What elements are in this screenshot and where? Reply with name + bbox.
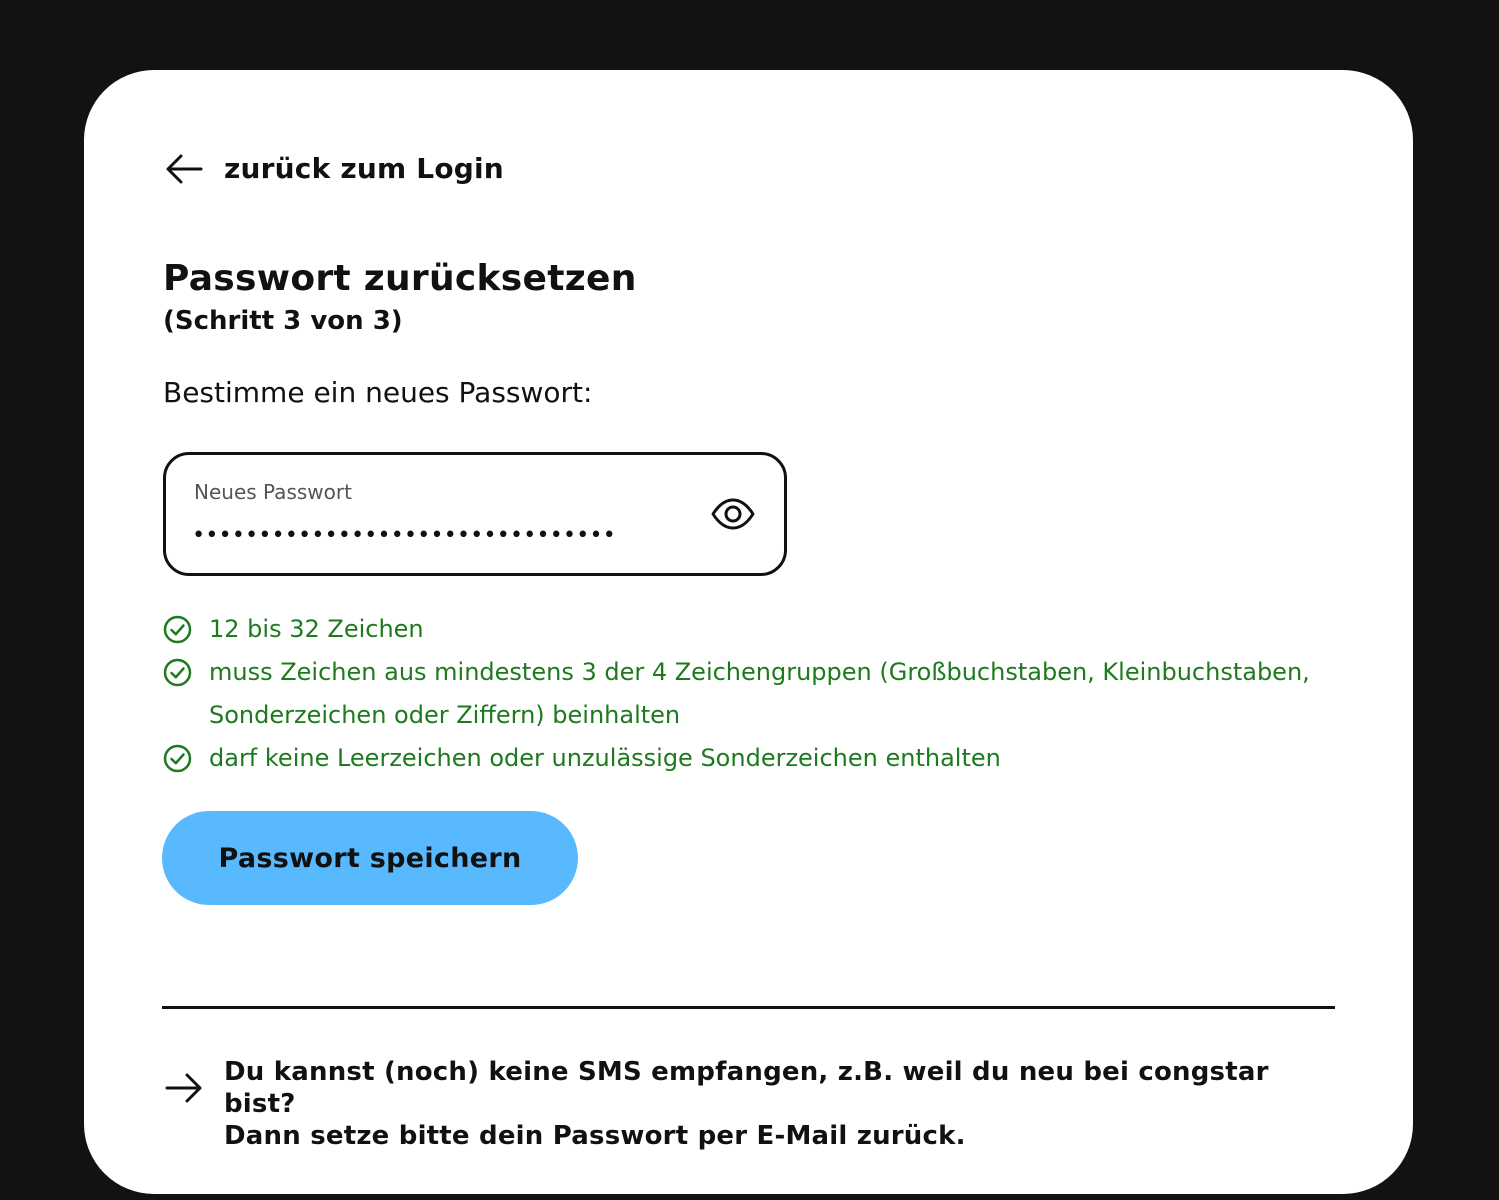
reset-by-email-text [224, 1056, 1344, 1152]
new-password-field [163, 452, 787, 576]
arrow-right-icon [164, 1072, 204, 1104]
reset-by-email-line1: Du kannst (noch) keine SMS empfangen, z.B. weil du neu bei congstar bist? [224, 1057, 1269, 1119]
back-to-login-link[interactable] [164, 152, 504, 185]
reset-by-email-link[interactable] [164, 1056, 1344, 1152]
page-title: Passwort zurücksetzen [163, 258, 637, 299]
step-indicator: (Schritt 3 von 3) [163, 306, 403, 336]
rule-item [163, 651, 1343, 737]
new-password-input[interactable] [192, 517, 662, 553]
password-rules-list [163, 608, 1343, 780]
password-prompt: Bestimme ein neues Passwort: [163, 376, 593, 409]
arrow-left-icon [164, 153, 204, 185]
rule-text: muss Zeichen aus mindestens 3 der 4 Zeichengruppen (Großbuchstaben, Kleinbuchstaben, Sonderzeichen oder Ziffern) beinhalten [209, 658, 1310, 729]
reset-password-card [84, 70, 1413, 1194]
rule-item [163, 608, 1343, 651]
eye-icon[interactable] [710, 497, 756, 535]
reset-by-email-line2: Dann setze bitte dein Passwort per E-Mail zurück. [224, 1121, 966, 1151]
back-to-login-label: zurück zum Login [224, 152, 504, 185]
rule-text: darf keine Leerzeichen oder unzulässige Sonderzeichen enthalten [209, 744, 1001, 772]
check-circle-icon [163, 615, 192, 644]
check-circle-icon [163, 658, 192, 687]
rule-text: 12 bis 32 Zeichen [209, 615, 424, 643]
divider [162, 1006, 1335, 1009]
rule-item [163, 737, 1343, 780]
new-password-label: Neues Passwort [194, 480, 352, 504]
check-circle-icon [163, 744, 192, 773]
save-password-button[interactable]: Passwort speichern [162, 811, 578, 905]
